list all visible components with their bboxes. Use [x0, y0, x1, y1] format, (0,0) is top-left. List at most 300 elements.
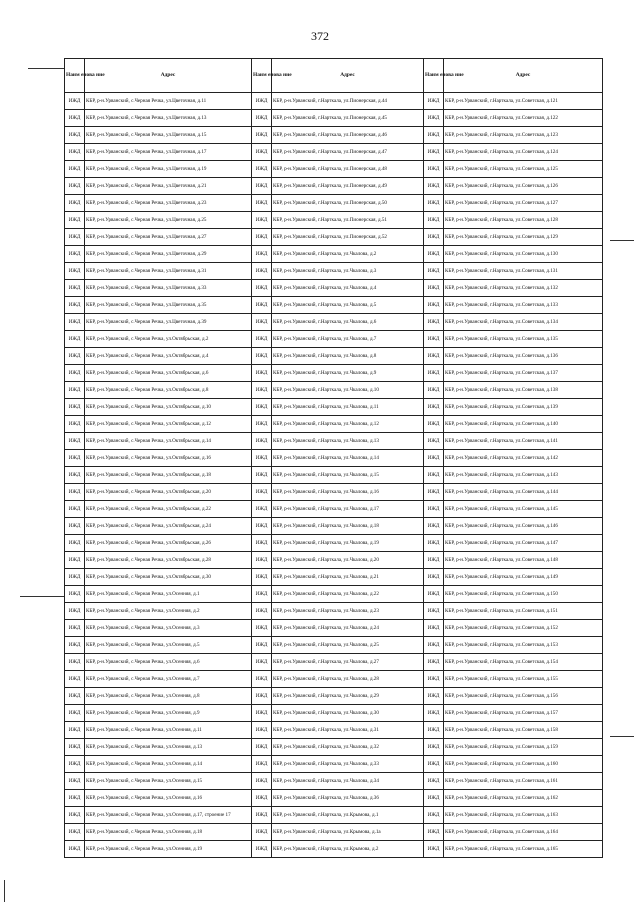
type-cell: ИЖД	[252, 348, 272, 365]
address-cell: КБР, р-н.Урванский, г.Нарткала, ул.Чкалова, д.29	[272, 688, 424, 705]
address-cell: КБР, р-н.Урванский, с.Черная Речка, ул.Осенняя, д.6	[85, 654, 252, 671]
type-cell: ИЖД	[65, 518, 85, 535]
address-cell: КБР, р-н.Урванский, г.Нарткала, ул.Советская, д.131	[444, 263, 603, 280]
address-cell: КБР, р-н.Урванский, г.Нарткала, ул.Чкалова, д.17	[272, 501, 424, 518]
header-name: Наим енова ние	[65, 59, 85, 93]
type-cell: ИЖД	[424, 178, 444, 195]
header-name: Наим енова ние	[424, 59, 444, 93]
type-cell: ИЖД	[424, 535, 444, 552]
page-number: 372	[311, 29, 329, 43]
type-cell: ИЖД	[252, 739, 272, 756]
type-cell: ИЖД	[65, 212, 85, 229]
table-row	[65, 790, 603, 807]
type-cell: ИЖД	[424, 637, 444, 654]
type-cell: ИЖД	[65, 586, 85, 603]
type-cell: ИЖД	[65, 841, 85, 858]
address-cell: КБР, р-н.Урванский, с.Черная Речка, ул.Октябрьская, д.16	[85, 450, 252, 467]
table-row	[65, 263, 603, 280]
address-cell: КБР, р-н.Урванский, г.Нарткала, ул.Пионерская, д.47	[272, 144, 424, 161]
type-cell: ИЖД	[252, 161, 272, 178]
address-cell: КБР, р-н.Урванский, г.Нарткала, ул.Чкалова, д.11	[272, 399, 424, 416]
address-cell: КБР, р-н.Урванский, г.Нарткала, ул.Советская, д.143	[444, 467, 603, 484]
type-cell: ИЖД	[65, 110, 85, 127]
type-cell: ИЖД	[424, 263, 444, 280]
address-cell: КБР, р-н.Урванский, г.Нарткала, ул.Чкалова, д.32	[272, 739, 424, 756]
address-cell: КБР, р-н.Урванский, с.Черная Речка, ул.Осенняя, д.2	[85, 603, 252, 620]
address-cell: КБР, р-н.Урванский, г.Нарткала, ул.Чкалова, д.16	[272, 484, 424, 501]
address-cell: КБР, р-н.Урванский, с.Черная Речка, ул.Цветочная, д.33	[85, 280, 252, 297]
type-cell: ИЖД	[424, 756, 444, 773]
type-cell: ИЖД	[424, 93, 444, 110]
address-cell: КБР, р-н.Урванский, г.Нарткала, ул.Советская, д.153	[444, 637, 603, 654]
address-cell: КБР, р-н.Урванский, с.Черная Речка, ул.Октябрьская, д.22	[85, 501, 252, 518]
address-cell: КБР, р-н.Урванский, с.Черная Речка, ул.Октябрьская, д.26	[85, 535, 252, 552]
type-cell: ИЖД	[65, 178, 85, 195]
address-cell: КБР, р-н.Урванский, г.Нарткала, ул.Советская, д.138	[444, 382, 603, 399]
table-row	[65, 229, 603, 246]
address-cell: КБР, р-н.Урванский, г.Нарткала, ул.Чкалова, д.18	[272, 518, 424, 535]
table-row	[65, 807, 603, 824]
type-cell: ИЖД	[65, 824, 85, 841]
address-cell: КБР, р-н.Урванский, с.Черная Речка, ул.Октябрьская, д.12	[85, 416, 252, 433]
address-cell: КБР, р-н.Урванский, с.Черная Речка, ул.Цветочная, д.31	[85, 263, 252, 280]
type-cell: ИЖД	[65, 161, 85, 178]
type-cell: ИЖД	[424, 671, 444, 688]
address-table	[64, 58, 603, 858]
type-cell: ИЖД	[65, 654, 85, 671]
type-cell: ИЖД	[424, 552, 444, 569]
address-cell: КБР, р-н.Урванский, г.Нарткала, ул.Пионерская, д.50	[272, 195, 424, 212]
address-cell: КБР, р-н.Урванский, с.Черная Речка, ул.Цветочная, д.27	[85, 229, 252, 246]
address-cell: КБР, р-н.Урванский, г.Нарткала, ул.Чкалова, д.7	[272, 331, 424, 348]
margin-mark	[4, 880, 5, 902]
type-cell: ИЖД	[424, 144, 444, 161]
type-cell: ИЖД	[252, 552, 272, 569]
address-cell: КБР, р-н.Урванский, г.Нарткала, ул.Советская, д.159	[444, 739, 603, 756]
address-cell: КБР, р-н.Урванский, с.Черная Речка, ул.Октябрьская, д.14	[85, 433, 252, 450]
address-cell: КБР, р-н.Урванский, г.Нарткала, ул.Чкалова, д.20	[272, 552, 424, 569]
address-cell: КБР, р-н.Урванский, с.Черная Речка, ул.Цветочная, д.23	[85, 195, 252, 212]
address-cell: КБР, р-н.Урванский, г.Нарткала, ул.Советская, д.129	[444, 229, 603, 246]
table-row	[65, 824, 603, 841]
address-cell: КБР, р-н.Урванский, с.Черная Речка, ул.Октябрьская, д.8	[85, 382, 252, 399]
address-cell: КБР, р-н.Урванский, г.Нарткала, ул.Советская, д.158	[444, 722, 603, 739]
address-cell: КБР, р-н.Урванский, г.Нарткала, ул.Советская, д.128	[444, 212, 603, 229]
type-cell: ИЖД	[65, 756, 85, 773]
address-cell: КБР, р-н.Урванский, с.Черная Речка, ул.Осенняя, д.17, строение 17	[85, 807, 252, 824]
address-cell: КБР, р-н.Урванский, г.Нарткала, ул.Чкалова, д.31	[272, 722, 424, 739]
table-row	[65, 739, 603, 756]
address-cell: КБР, р-н.Урванский, г.Нарткала, ул.Советская, д.124	[444, 144, 603, 161]
header-row	[65, 59, 603, 93]
address-cell: КБР, р-н.Урванский, с.Черная Речка, ул.Цветочная, д.11	[85, 93, 252, 110]
type-cell: ИЖД	[424, 467, 444, 484]
address-cell: КБР, р-н.Урванский, г.Нарткала, ул.Чкалова, д.34	[272, 773, 424, 790]
type-cell: ИЖД	[424, 824, 444, 841]
address-cell: КБР, р-н.Урванский, г.Нарткала, ул.Советская, д.162	[444, 790, 603, 807]
table-row	[65, 569, 603, 586]
type-cell: ИЖД	[65, 569, 85, 586]
address-cell: КБР, р-н.Урванский, г.Нарткала, ул.Чкалова, д.10	[272, 382, 424, 399]
type-cell: ИЖД	[424, 518, 444, 535]
type-cell: ИЖД	[252, 756, 272, 773]
address-cell: КБР, р-н.Урванский, г.Нарткала, ул.Советская, д.150	[444, 586, 603, 603]
type-cell: ИЖД	[424, 314, 444, 331]
type-cell: ИЖД	[424, 195, 444, 212]
address-cell: КБР, р-н.Урванский, г.Нарткала, ул.Чкалова, д.33	[272, 756, 424, 773]
address-cell: КБР, р-н.Урванский, г.Нарткала, ул.Чкалова, д.30	[272, 705, 424, 722]
table-row	[65, 161, 603, 178]
address-cell: КБР, р-н.Урванский, г.Нарткала, ул.Советская, д.136	[444, 348, 603, 365]
type-cell: ИЖД	[65, 467, 85, 484]
type-cell: ИЖД	[65, 739, 85, 756]
address-cell: КБР, р-н.Урванский, г.Нарткала, ул.Советская, д.163	[444, 807, 603, 824]
type-cell: ИЖД	[252, 144, 272, 161]
address-cell: КБР, р-н.Урванский, с.Черная Речка, ул.Осенняя, д.3	[85, 620, 252, 637]
type-cell: ИЖД	[424, 807, 444, 824]
type-cell: ИЖД	[252, 178, 272, 195]
type-cell: ИЖД	[65, 501, 85, 518]
table-row	[65, 518, 603, 535]
type-cell: ИЖД	[65, 671, 85, 688]
address-cell: КБР, р-н.Урванский, г.Нарткала, ул.Чкалова, д.9	[272, 365, 424, 382]
table-row	[65, 586, 603, 603]
table-row	[65, 535, 603, 552]
type-cell: ИЖД	[65, 722, 85, 739]
address-cell: КБР, р-н.Урванский, с.Черная Речка, ул.Цветочная, д.29	[85, 246, 252, 263]
type-cell: ИЖД	[65, 773, 85, 790]
type-cell: ИЖД	[252, 671, 272, 688]
table-row	[65, 416, 603, 433]
address-cell: КБР, р-н.Урванский, г.Нарткала, ул.Чкалова, д.28	[272, 671, 424, 688]
type-cell: ИЖД	[252, 705, 272, 722]
type-cell: ИЖД	[252, 722, 272, 739]
address-cell: КБР, р-н.Урванский, г.Нарткала, ул.Пионерская, д.52	[272, 229, 424, 246]
address-cell: КБР, р-н.Урванский, с.Черная Речка, ул.Осенняя, д.9	[85, 705, 252, 722]
type-cell: ИЖД	[252, 518, 272, 535]
margin-mark	[28, 68, 64, 69]
address-cell: КБР, р-н.Урванский, г.Нарткала, ул.Советская, д.148	[444, 552, 603, 569]
address-cell: КБР, р-н.Урванский, г.Нарткала, ул.Советская, д.127	[444, 195, 603, 212]
type-cell: ИЖД	[424, 654, 444, 671]
type-cell: ИЖД	[252, 263, 272, 280]
type-cell: ИЖД	[424, 586, 444, 603]
table-row	[65, 246, 603, 263]
type-cell: ИЖД	[252, 773, 272, 790]
address-cell: КБР, р-н.Урванский, г.Нарткала, ул.Крымова, д.2	[272, 841, 424, 858]
type-cell: ИЖД	[424, 790, 444, 807]
table-row	[65, 382, 603, 399]
address-cell: КБР, р-н.Урванский, г.Нарткала, ул.Чкалова, д.21	[272, 569, 424, 586]
address-cell: КБР, р-н.Урванский, с.Черная Речка, ул.Цветочная, д.35	[85, 297, 252, 314]
address-cell: КБР, р-н.Урванский, г.Нарткала, ул.Советская, д.122	[444, 110, 603, 127]
address-cell: КБР, р-н.Урванский, с.Черная Речка, ул.Осенняя, д.5	[85, 637, 252, 654]
address-cell: КБР, р-н.Урванский, г.Нарткала, ул.Советская, д.132	[444, 280, 603, 297]
type-cell: ИЖД	[65, 790, 85, 807]
table-row	[65, 297, 603, 314]
address-cell: КБР, р-н.Урванский, г.Нарткала, ул.Чкалова, д.8	[272, 348, 424, 365]
type-cell: ИЖД	[252, 399, 272, 416]
address-cell: КБР, р-н.Урванский, г.Нарткала, ул.Советская, д.149	[444, 569, 603, 586]
address-cell: КБР, р-н.Урванский, г.Нарткала, ул.Крымова, д.1	[272, 807, 424, 824]
table-row	[65, 127, 603, 144]
header-name: Наим енова ние	[252, 59, 272, 93]
address-cell: КБР, р-н.Урванский, г.Нарткала, ул.Советская, д.123	[444, 127, 603, 144]
address-cell: КБР, р-н.Урванский, г.Нарткала, ул.Советская, д.152	[444, 620, 603, 637]
table-row	[65, 212, 603, 229]
type-cell: ИЖД	[424, 348, 444, 365]
address-cell: КБР, р-н.Урванский, г.Нарткала, ул.Советская, д.130	[444, 246, 603, 263]
table-row	[65, 399, 603, 416]
address-cell: КБР, р-н.Урванский, г.Нарткала, ул.Советская, д.142	[444, 450, 603, 467]
address-cell: КБР, р-н.Урванский, с.Черная Речка, ул.Осенняя, д.19	[85, 841, 252, 858]
address-cell: КБР, р-н.Урванский, с.Черная Речка, ул.Осенняя, д.16	[85, 790, 252, 807]
type-cell: ИЖД	[424, 110, 444, 127]
type-cell: ИЖД	[424, 399, 444, 416]
table-row	[65, 705, 603, 722]
address-cell: КБР, р-н.Урванский, г.Нарткала, ул.Чкалова, д.25	[272, 637, 424, 654]
type-cell: ИЖД	[65, 484, 85, 501]
address-cell: КБР, р-н.Урванский, г.Нарткала, ул.Советская, д.126	[444, 178, 603, 195]
type-cell: ИЖД	[424, 382, 444, 399]
type-cell: ИЖД	[424, 229, 444, 246]
type-cell: ИЖД	[65, 263, 85, 280]
type-cell: ИЖД	[252, 688, 272, 705]
type-cell: ИЖД	[424, 212, 444, 229]
type-cell: ИЖД	[65, 807, 85, 824]
address-cell: КБР, р-н.Урванский, с.Черная Речка, ул.Октябрьская, д.4	[85, 348, 252, 365]
type-cell: ИЖД	[252, 110, 272, 127]
address-cell: КБР, р-н.Урванский, г.Нарткала, ул.Советская, д.147	[444, 535, 603, 552]
type-cell: ИЖД	[424, 365, 444, 382]
address-cell: КБР, р-н.Урванский, с.Черная Речка, ул.Осенняя, д.13	[85, 739, 252, 756]
address-cell: КБР, р-н.Урванский, г.Нарткала, ул.Советская, д.140	[444, 416, 603, 433]
type-cell: ИЖД	[65, 229, 85, 246]
type-cell: ИЖД	[65, 365, 85, 382]
address-cell: КБР, р-н.Урванский, с.Черная Речка, ул.Осенняя, д.1	[85, 586, 252, 603]
type-cell: ИЖД	[65, 127, 85, 144]
address-cell: КБР, р-н.Урванский, г.Нарткала, ул.Чкалова, д.36	[272, 790, 424, 807]
table-row	[65, 280, 603, 297]
type-cell: ИЖД	[424, 161, 444, 178]
type-cell: ИЖД	[65, 382, 85, 399]
type-cell: ИЖД	[424, 739, 444, 756]
address-cell: КБР, р-н.Урванский, г.Нарткала, ул.Чкалова, д.13	[272, 433, 424, 450]
type-cell: ИЖД	[252, 450, 272, 467]
address-cell: КБР, р-н.Урванский, с.Черная Речка, ул.Октябрьская, д.28	[85, 552, 252, 569]
address-cell: КБР, р-н.Урванский, г.Нарткала, ул.Советская, д.160	[444, 756, 603, 773]
type-cell: ИЖД	[424, 331, 444, 348]
type-cell: ИЖД	[424, 450, 444, 467]
address-cell: КБР, р-н.Урванский, г.Нарткала, ул.Советская, д.139	[444, 399, 603, 416]
table-row	[65, 348, 603, 365]
table-row	[65, 195, 603, 212]
table-row	[65, 365, 603, 382]
type-cell: ИЖД	[424, 246, 444, 263]
type-cell: ИЖД	[65, 620, 85, 637]
address-cell: КБР, р-н.Урванский, г.Нарткала, ул.Советская, д.137	[444, 365, 603, 382]
type-cell: ИЖД	[65, 144, 85, 161]
address-cell: КБР, р-н.Урванский, г.Нарткала, ул.Чкалова, д.5	[272, 297, 424, 314]
type-cell: ИЖД	[65, 450, 85, 467]
type-cell: ИЖД	[252, 212, 272, 229]
address-cell: КБР, р-н.Урванский, с.Черная Речка, ул.Цветочная, д.21	[85, 178, 252, 195]
type-cell: ИЖД	[65, 331, 85, 348]
table-row	[65, 671, 603, 688]
address-cell: КБР, р-н.Урванский, с.Черная Речка, ул.Цветочная, д.13	[85, 110, 252, 127]
type-cell: ИЖД	[252, 654, 272, 671]
table-row	[65, 654, 603, 671]
address-cell: КБР, р-н.Урванский, г.Нарткала, ул.Пионерская, д.44	[272, 93, 424, 110]
type-cell: ИЖД	[252, 824, 272, 841]
address-cell: КБР, р-н.Урванский, с.Черная Речка, ул.Октябрьская, д.20	[85, 484, 252, 501]
type-cell: ИЖД	[252, 841, 272, 858]
type-cell: ИЖД	[65, 399, 85, 416]
type-cell: ИЖД	[65, 637, 85, 654]
table-row	[65, 688, 603, 705]
type-cell: ИЖД	[424, 433, 444, 450]
address-cell: КБР, р-н.Урванский, г.Нарткала, ул.Чкалова, д.22	[272, 586, 424, 603]
type-cell: ИЖД	[424, 773, 444, 790]
type-cell: ИЖД	[252, 603, 272, 620]
header-address: Адрес	[444, 59, 603, 93]
type-cell: ИЖД	[424, 127, 444, 144]
header-address: Адрес	[272, 59, 424, 93]
table-row	[65, 841, 603, 858]
type-cell: ИЖД	[424, 416, 444, 433]
type-cell: ИЖД	[252, 331, 272, 348]
type-cell: ИЖД	[252, 637, 272, 654]
address-cell: КБР, р-н.Урванский, с.Черная Речка, ул.Осенняя, д.7	[85, 671, 252, 688]
margin-mark	[20, 596, 64, 597]
address-cell: КБР, р-н.Урванский, с.Черная Речка, ул.Цветочная, д.17	[85, 144, 252, 161]
type-cell: ИЖД	[252, 620, 272, 637]
address-cell: КБР, р-н.Урванский, г.Нарткала, ул.Советская, д.121	[444, 93, 603, 110]
address-cell: КБР, р-н.Урванский, г.Нарткала, ул.Чкалова, д.4	[272, 280, 424, 297]
type-cell: ИЖД	[424, 688, 444, 705]
address-cell: КБР, р-н.Урванский, с.Черная Речка, ул.Осенняя, д.11	[85, 722, 252, 739]
type-cell: ИЖД	[252, 569, 272, 586]
margin-mark	[610, 736, 634, 737]
address-cell: КБР, р-н.Урванский, г.Нарткала, ул.Советская, д.144	[444, 484, 603, 501]
type-cell: ИЖД	[65, 93, 85, 110]
table-row	[65, 331, 603, 348]
address-cell: КБР, р-н.Урванский, г.Нарткала, ул.Советская, д.135	[444, 331, 603, 348]
type-cell: ИЖД	[252, 586, 272, 603]
address-cell: КБР, р-н.Урванский, г.Нарткала, ул.Советская, д.164	[444, 824, 603, 841]
address-cell: КБР, р-н.Урванский, г.Нарткала, ул.Советская, д.154	[444, 654, 603, 671]
table-row	[65, 773, 603, 790]
address-cell: КБР, р-н.Урванский, г.Нарткала, ул.Чкалова, д.14	[272, 450, 424, 467]
type-cell: ИЖД	[65, 246, 85, 263]
address-cell: КБР, р-н.Урванский, с.Черная Речка, ул.Октябрьская, д.18	[85, 467, 252, 484]
type-cell: ИЖД	[65, 348, 85, 365]
type-cell: ИЖД	[252, 280, 272, 297]
type-cell: ИЖД	[252, 416, 272, 433]
type-cell: ИЖД	[252, 535, 272, 552]
table-row	[65, 484, 603, 501]
address-cell: КБР, р-н.Урванский, с.Черная Речка, ул.Осенняя, д.14	[85, 756, 252, 773]
address-cell: КБР, р-н.Урванский, с.Черная Речка, ул.Осенняя, д.18	[85, 824, 252, 841]
address-cell: КБР, р-н.Урванский, г.Нарткала, ул.Советская, д.151	[444, 603, 603, 620]
type-cell: ИЖД	[65, 416, 85, 433]
type-cell: ИЖД	[65, 314, 85, 331]
table-row	[65, 501, 603, 518]
type-cell: ИЖД	[252, 297, 272, 314]
type-cell: ИЖД	[424, 484, 444, 501]
address-cell: КБР, р-н.Урванский, г.Нарткала, ул.Советская, д.161	[444, 773, 603, 790]
address-cell: КБР, р-н.Урванский, с.Черная Речка, ул.Октябрьская, д.10	[85, 399, 252, 416]
address-cell: КБР, р-н.Урванский, с.Черная Речка, ул.Цветочная, д.25	[85, 212, 252, 229]
type-cell: ИЖД	[252, 484, 272, 501]
address-cell: КБР, р-н.Урванский, г.Нарткала, ул.Советская, д.165	[444, 841, 603, 858]
type-cell: ИЖД	[424, 620, 444, 637]
type-cell: ИЖД	[252, 467, 272, 484]
address-cell: КБР, р-н.Урванский, с.Черная Речка, ул.Цветочная, д.15	[85, 127, 252, 144]
table-row	[65, 144, 603, 161]
address-cell: КБР, р-н.Урванский, г.Нарткала, ул.Советская, д.125	[444, 161, 603, 178]
address-cell: КБР, р-н.Урванский, г.Нарткала, ул.Чкалова, д.19	[272, 535, 424, 552]
address-cell: КБР, р-н.Урванский, г.Нарткала, ул.Пионерская, д.48	[272, 161, 424, 178]
type-cell: ИЖД	[252, 93, 272, 110]
type-cell: ИЖД	[65, 603, 85, 620]
type-cell: ИЖД	[252, 229, 272, 246]
address-cell: КБР, р-н.Урванский, г.Нарткала, ул.Советская, д.157	[444, 705, 603, 722]
table-row	[65, 450, 603, 467]
address-cell: КБР, р-н.Урванский, г.Нарткала, ул.Пионерская, д.49	[272, 178, 424, 195]
address-cell: КБР, р-н.Урванский, г.Нарткала, ул.Чкалова, д.2	[272, 246, 424, 263]
address-cell: КБР, р-н.Урванский, с.Черная Речка, ул.Осенняя, д.8	[85, 688, 252, 705]
address-cell: КБР, р-н.Урванский, г.Нарткала, ул.Пионерская, д.51	[272, 212, 424, 229]
table-row	[65, 467, 603, 484]
address-cell: КБР, р-н.Урванский, с.Черная Речка, ул.Осенняя, д.15	[85, 773, 252, 790]
type-cell: ИЖД	[65, 280, 85, 297]
address-cell: КБР, р-н.Урванский, с.Черная Речка, ул.Цветочная, д.39	[85, 314, 252, 331]
type-cell: ИЖД	[252, 195, 272, 212]
table-row	[65, 722, 603, 739]
address-cell: КБР, р-н.Урванский, г.Нарткала, ул.Советская, д.134	[444, 314, 603, 331]
address-cell: КБР, р-н.Урванский, г.Нарткала, ул.Чкалова, д.27	[272, 654, 424, 671]
table-row	[65, 620, 603, 637]
type-cell: ИЖД	[65, 195, 85, 212]
margin-mark	[610, 240, 634, 241]
table-row	[65, 178, 603, 195]
table-row	[65, 637, 603, 654]
address-cell: КБР, р-н.Урванский, г.Нарткала, ул.Чкалова, д.12	[272, 416, 424, 433]
address-cell: КБР, р-н.Урванский, г.Нарткала, ул.Пионерская, д.45	[272, 110, 424, 127]
type-cell: ИЖД	[65, 535, 85, 552]
type-cell: ИЖД	[252, 382, 272, 399]
address-cell: КБР, р-н.Урванский, г.Нарткала, ул.Пионерская, д.46	[272, 127, 424, 144]
address-cell: КБР, р-н.Урванский, г.Нарткала, ул.Чкалова, д.3	[272, 263, 424, 280]
type-cell: ИЖД	[65, 688, 85, 705]
address-cell: КБР, р-н.Урванский, г.Нарткала, ул.Чкалова, д.15	[272, 467, 424, 484]
address-cell: КБР, р-н.Урванский, с.Черная Речка, ул.Октябрьская, д.6	[85, 365, 252, 382]
table-row	[65, 552, 603, 569]
address-cell: КБР, р-н.Урванский, г.Нарткала, ул.Советская, д.145	[444, 501, 603, 518]
type-cell: ИЖД	[252, 314, 272, 331]
address-cell: КБР, р-н.Урванский, г.Нарткала, ул.Чкалова, д.24	[272, 620, 424, 637]
address-cell: КБР, р-н.Урванский, г.Нарткала, ул.Советская, д.156	[444, 688, 603, 705]
type-cell: ИЖД	[252, 790, 272, 807]
type-cell: ИЖД	[65, 552, 85, 569]
type-cell: ИЖД	[252, 433, 272, 450]
type-cell: ИЖД	[424, 280, 444, 297]
table-row	[65, 756, 603, 773]
table-row	[65, 93, 603, 110]
address-cell: КБР, р-н.Урванский, с.Черная Речка, ул.Октябрьская, д.24	[85, 518, 252, 535]
address-cell: КБР, р-н.Урванский, г.Нарткала, ул.Чкалова, д.6	[272, 314, 424, 331]
